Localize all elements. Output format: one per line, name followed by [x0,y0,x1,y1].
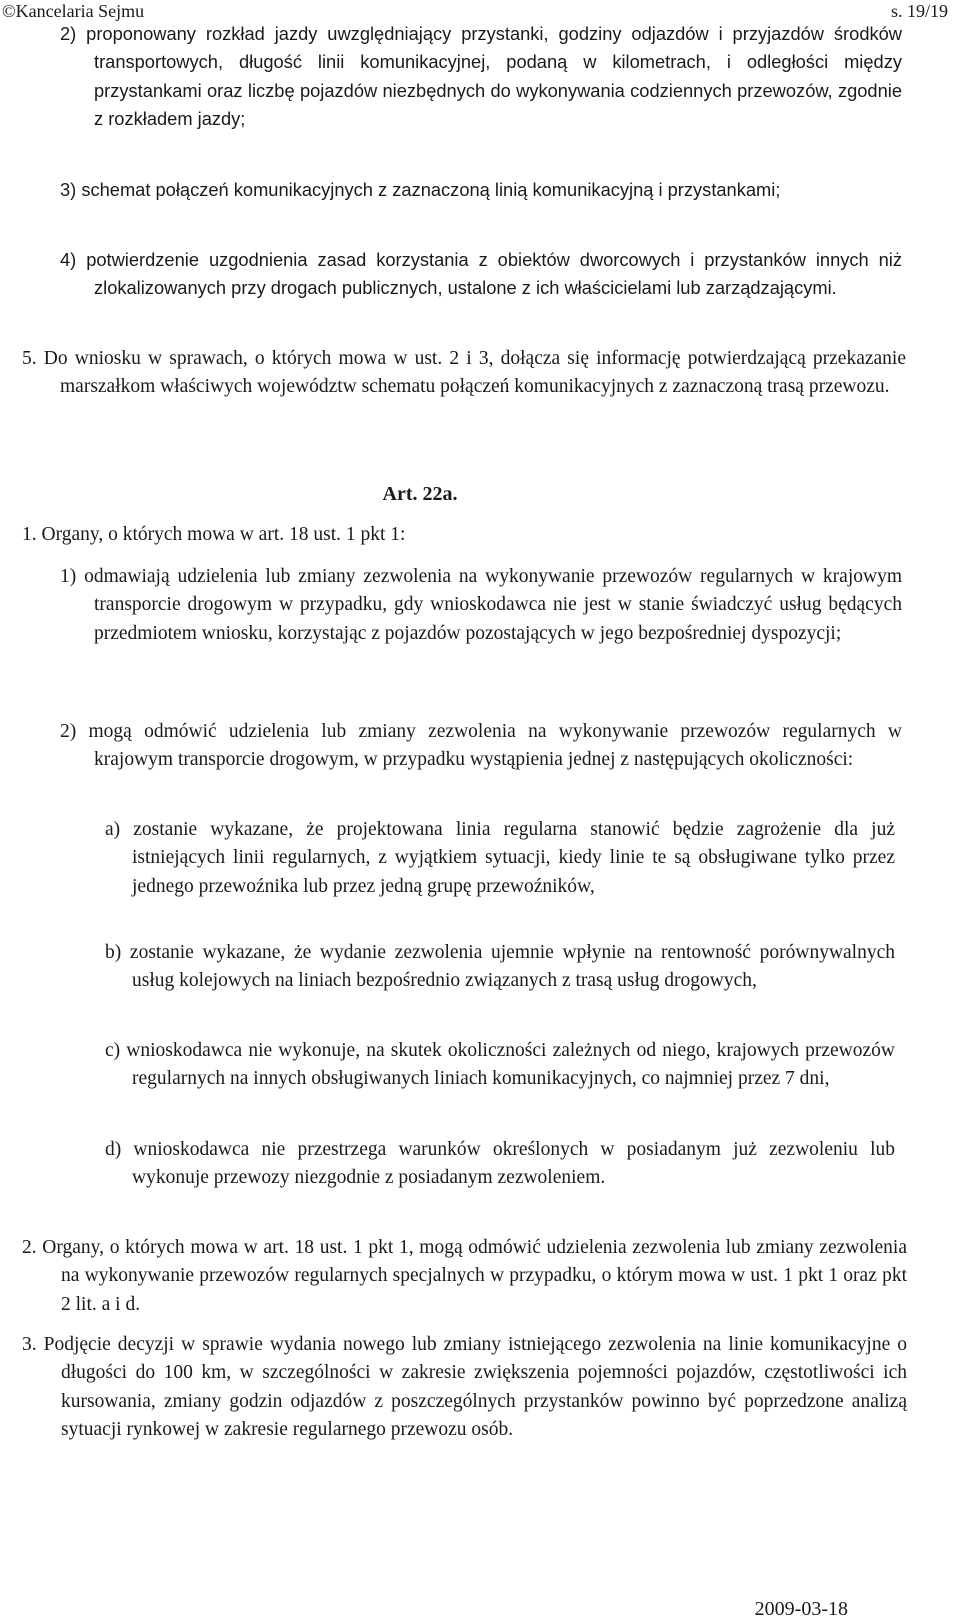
header-page-number: s. 19/19 [890,1,948,21]
article-letter-d: d) wnioskodawca nie przestrzega warunków określonych w posiadanym już zezwoleniu lub wykonuje przewozy niezgodnie z posiadanym zezwoleniem. [105,1139,895,1189]
article-letter-c: c) wnioskodawca nie wykonuje, na skutek okoliczności zależnych od niego, krajowych przewozów regularnych na innych obsługiwanych liniach komunikacyjnych, co najmniej przez 7 dni, [105,1040,895,1090]
article-paragraph-2: 2. Organy, o których mowa w art. 18 ust. 1 pkt 1, mogą odmówić udzielenia zezwolenia lub zmiany zezwolenia na wykonywanie przewozów regularnych specjalnych w przypadku, o którym mowa w ust. 1 pkt 1 oraz pkt 2 lit. a i d. [22,1237,907,1315]
header-copyright: ©Kancelaria Sejmu [2,1,145,21]
item-4-station-agreement: 4) potwierdzenie uzgodnienia zasad korzystania z obiektów dworcowych i przystanków innych niż zlokalizowanych przy drogach publicznych, ustalone z ich właścicielami lub zarządzającymi. [60,249,902,299]
paragraph-5: 5. Do wniosku w sprawach, o których mowa w ust. 2 i 3, dołącza się informację potwierdzającą przekazanie marszałkom właściwych województw schematu połączeń komunikacyjnych z zaznaczoną trasą przewozu. [22,348,906,398]
article-point-2: 2) mogą odmówić udzielenia lub zmiany zezwolenia na wykonywanie przewozów regularnych w krajowym transporcie drogowym, w przypadku wystąpienia jednej z następujących okoliczności: [60,721,902,771]
item-2-timetable: 2) proponowany rozkład jazdy uwzględniający przystanki, godziny odjazdów i przyjazdów środków transportowych, długość linii komunikacyjnej, podaną w kilometrach, i odległości między przystankami oraz liczbę pojazdów niezbędnych do wykonywania codziennych przewozów, zgodnie z rozkładem jazdy; [60,23,902,130]
article-letter-b: b) zostanie wykazane, że wydanie zezwolenia ujemnie wpłynie na rentowność porównywalnych usług kolejowych na liniach bezpośrednio związanych z trasą usług drogowych, [105,942,895,992]
article-paragraph-1-intro: 1. Organy, o których mowa w art. 18 ust. 1 pkt 1: [22,524,406,545]
article-title: Art. 22a. [382,483,458,505]
article-letter-a: a) zostanie wykazane, że projektowana linia regularna stanowić będzie zagrożenie dla już istniejących linii regularnych, z wyjątkiem sytuacji, kiedy linie te są obsługiwane tylko przez jednego przewoźnika lub przez jedną grupę przewoźników, [105,819,895,897]
article-point-1: 1) odmawiają udzielenia lub zmiany zezwolenia na wykonywanie przewozów regularnych w krajowym transporcie drogowym w przypadku, gdy wnioskodawca nie jest w stanie świadczyć usług będących przedmiotem wniosku, korzystając z pojazdów pozostających w jego bezpośredniej dyspozycji; [60,566,902,644]
footer-date: 2009-03-18 [754,1598,848,1620]
item-3-connection-scheme: 3) schemat połączeń komunikacyjnych z zaznaczoną linią komunikacyjną i przystankami; [60,179,781,200]
article-paragraph-3: 3. Podjęcie decyzji w sprawie wydania nowego lub zmiany istniejącego zezwolenia na linie komunikacyjne o długości do 100 km, w szczególności w zakresie zwiększenia pojemności pojazdów, częstotliwości ich kursowania, zmiany godzin odjazdów z poszczególnych przystanków powinno być poprzedzone analizą sytuacji rynkowej w zakresie regularnego przewozu osób. [22,1334,907,1441]
